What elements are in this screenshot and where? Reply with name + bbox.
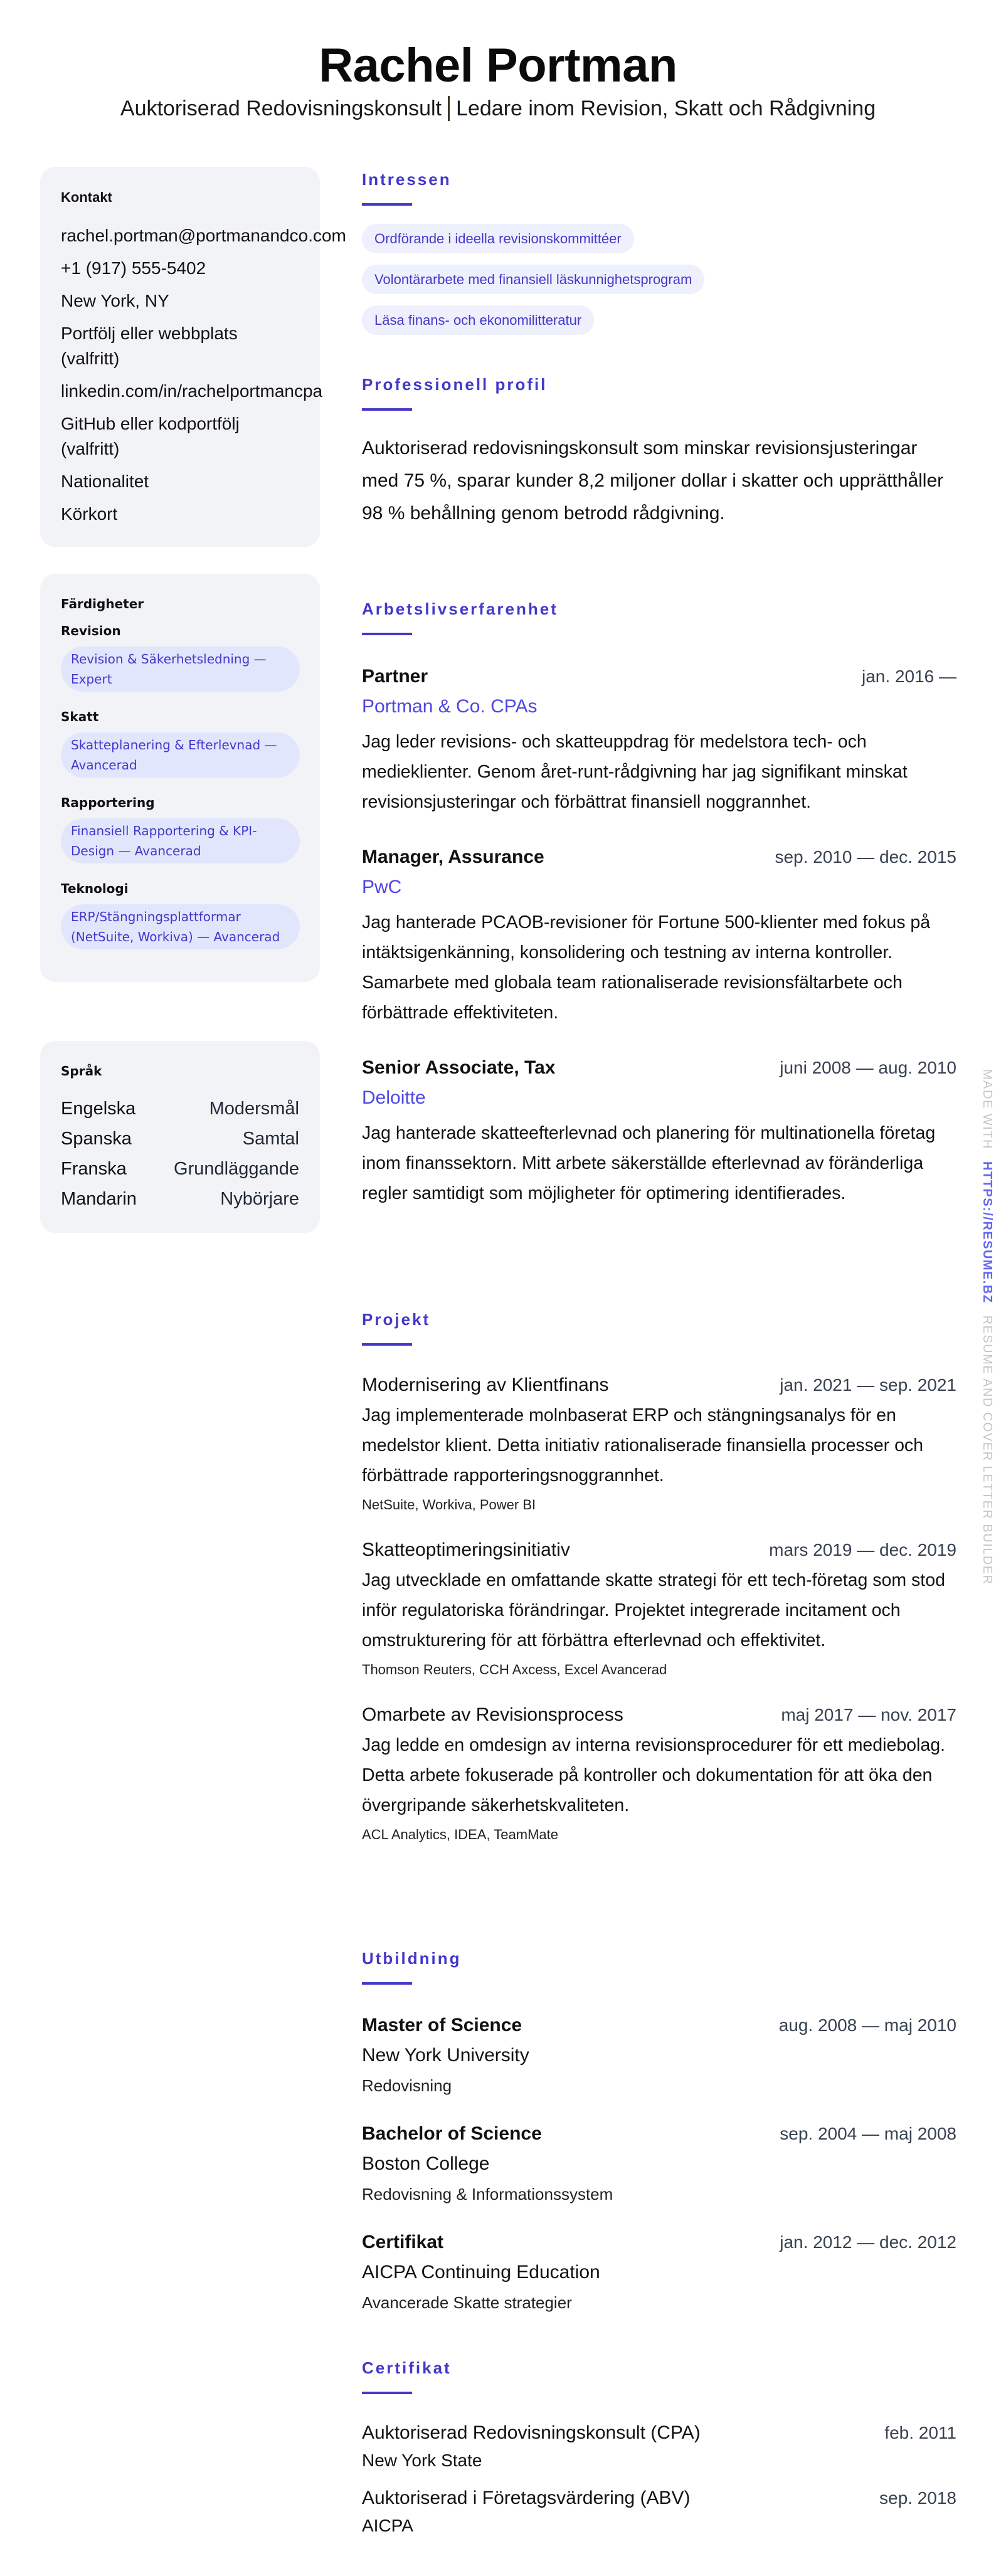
interest-tag: Läsa finans- och ekonomilitteratur	[362, 305, 594, 335]
education-date: sep. 2004 — maj 2008	[780, 2124, 956, 2143]
skill-pill: Revision & Säkerhetsledning — Expert	[61, 647, 300, 692]
job-title: Manager, Assurance	[362, 847, 544, 867]
section-underline	[362, 1982, 412, 1985]
interest-tag: Volontärarbete med finansiell läskunnighetsprogram	[362, 265, 704, 294]
skill-pill: Skatteplanering & Efterlevnad — Avancerad	[61, 732, 300, 778]
skill-category: Rapportering	[61, 795, 155, 810]
watermark-suffix: RESUME AND COVER LETTER BUILDER	[980, 1315, 994, 1585]
job-description: Jag leder revisions- och skatteuppdrag för medelstora tech- och medieklienter. Genom året-runt-rådgivning har jag signifikant minskat revisionsjusteringar och förbättrat finansiell noggrannhet.	[362, 732, 908, 812]
section-underline	[362, 408, 412, 411]
job-company: Deloitte	[362, 1087, 426, 1108]
education-degree: Master of Science	[362, 2015, 522, 2035]
certificate-date: feb. 2011	[884, 2423, 956, 2442]
language-name: Franska	[61, 1159, 127, 1179]
project-tech: NetSuite, Workiva, Power BI	[362, 1497, 536, 1512]
language-level: Samtal	[242, 1129, 299, 1149]
contact-email[interactable]: rachel.portman@portmanandco.com	[61, 226, 346, 245]
skill-category: Revision	[61, 623, 121, 638]
contact-location: New York, NY	[61, 291, 169, 310]
education-field: Redovisning & Informationssystem	[362, 2185, 613, 2204]
contact-heading: Kontakt	[61, 189, 112, 205]
project-description: Jag implementerade molnbaserat ERP och stängningsanalys för en medelstor klient. Detta initiativ rationaliserade finansiella processer och förbättrade rapporteringsnoggrannhet.	[362, 1405, 924, 1486]
languages-heading: Språk	[61, 1064, 102, 1079]
language-level: Modersmål	[209, 1099, 299, 1119]
headline-focus: Ledare inom Revision, Skatt och Rådgivning	[456, 97, 876, 120]
contact-github[interactable]: GitHub eller kodportfölj (valfritt)	[61, 414, 240, 458]
candidate-name: Rachel Portman	[319, 39, 677, 92]
education-date: jan. 2012 — dec. 2012	[780, 2232, 956, 2252]
job-description: Jag hanterade PCAOB-revisioner för Fortune 500-klienter med fokus på intäktsigenkänning, konsolidering och testning av interna kontroller. Samarbete med globala team rationaliserade revisionsfältarbete och förbättrade effektiviteten.	[362, 912, 931, 1023]
certificate-name: Auktoriserad Redovisningskonsult (CPA)	[362, 2422, 701, 2443]
language-row	[61, 1094, 299, 1124]
experience-section	[362, 599, 956, 1233]
education-entry	[362, 2010, 956, 2101]
projects-section	[362, 1309, 956, 1865]
contact-phone[interactable]: +1 (917) 555-5402	[61, 258, 206, 278]
skills-card	[40, 574, 320, 982]
certificate-entry	[362, 2484, 956, 2540]
profile-section	[362, 374, 956, 530]
project-date: maj 2017 — nov. 2017	[781, 1705, 956, 1724]
education-entry	[362, 2227, 956, 2318]
section-title: Utbildning	[362, 1949, 462, 1968]
headline-title: Auktoriserad Redovisningskonsult	[120, 97, 442, 120]
contact-portfolio[interactable]: Portfölj eller webbplats (valfritt)	[61, 324, 238, 368]
education-entry	[362, 2119, 956, 2209]
language-name: Spanska	[61, 1129, 132, 1149]
project-entry	[362, 1700, 956, 1845]
watermark-link[interactable]: HTTPS://RESUME.BZ	[980, 1161, 994, 1304]
project-entry	[362, 1370, 956, 1515]
education-institution: AICPA Continuing Education	[362, 2262, 600, 2283]
section-underline	[362, 203, 412, 206]
skill-pill: Finansiell Rapportering & KPI-Design — Avancerad	[61, 818, 300, 863]
language-row	[61, 1124, 299, 1154]
watermark-prefix: MADE WITH	[980, 1069, 994, 1149]
job-entry	[362, 662, 956, 817]
certificates-section	[362, 2358, 956, 2550]
project-description: Jag ledde en omdesign av interna revisionsprocedurer för ett mediebolag. Detta arbete fokuserade på kontroller och dokumentation för att öka den övergripande säkerhetskvaliteten.	[362, 1735, 945, 1815]
certificate-entry	[362, 2419, 956, 2474]
job-entry	[362, 842, 956, 1028]
section-title: Professionell profil	[362, 375, 548, 394]
project-date: mars 2019 — dec. 2019	[769, 1540, 956, 1560]
skill-category: Skatt	[61, 709, 99, 724]
interest-tag: Ordförande i ideella revisionskommittéer	[362, 224, 634, 253]
profile-summary: Auktoriserad redovisningskonsult som minskar revisionsjusteringar med 75 %, sparar kunder 8,2 miljoner dollar i skatter och upprätthåller 98 % behållning genom betrodd rådgivning.	[362, 438, 944, 524]
job-title: Senior Associate, Tax	[362, 1057, 556, 1078]
project-title: Skatteoptimeringsinitiativ	[362, 1539, 570, 1560]
made-with-watermark	[980, 1069, 994, 1585]
language-row	[61, 1184, 299, 1214]
skills-heading: Färdigheter	[61, 596, 144, 611]
education-institution: Boston College	[362, 2153, 490, 2174]
section-underline	[362, 633, 412, 635]
project-tech: Thomson Reuters, CCH Axcess, Excel Avancerad	[362, 1662, 667, 1677]
certificate-date: sep. 2018	[879, 2488, 956, 2508]
language-name: Mandarin	[61, 1189, 137, 1209]
interests-section	[362, 169, 956, 346]
section-underline	[362, 1343, 412, 1346]
education-institution: New York University	[362, 2045, 529, 2066]
skill-group	[61, 880, 300, 949]
skill-pill: ERP/Stängningsplattformar (NetSuite, Workiva) — Avancerad	[61, 904, 300, 949]
language-name: Engelska	[61, 1099, 136, 1119]
job-date: juni 2008 — aug. 2010	[780, 1058, 956, 1077]
certificate-issuer: New York State	[362, 2451, 482, 2470]
contact-card	[40, 167, 346, 547]
skill-group	[61, 794, 300, 863]
contact-nationality: Nationalitet	[61, 472, 149, 491]
job-date: sep. 2010 — dec. 2015	[775, 847, 956, 867]
education-degree: Certifikat	[362, 2232, 444, 2252]
language-level: Nybörjare	[220, 1189, 299, 1209]
section-title: Intressen	[362, 170, 452, 189]
job-description: Jag hanterade skatteefterlevnad och planering för multinationella företag inom finanssektorn. Mitt arbete säkerställde efterlevnad av föränderliga regler samtidigt som möjligheter för optimering identifierades.	[362, 1123, 936, 1203]
headline	[0, 95, 996, 122]
project-entry	[362, 1535, 956, 1680]
section-title: Projekt	[362, 1310, 431, 1329]
contact-linkedin[interactable]: linkedin.com/in/rachelportmancpa	[61, 381, 323, 401]
project-title: Modernisering av Klientfinans	[362, 1375, 609, 1395]
job-date: jan. 2016 —	[862, 667, 956, 686]
section-title: Arbetslivserfarenhet	[362, 599, 558, 618]
skill-category: Teknologi	[61, 881, 129, 896]
job-company: Portman & Co. CPAs	[362, 696, 538, 717]
job-title: Partner	[362, 666, 428, 687]
job-entry	[362, 1053, 956, 1208]
project-description: Jag utvecklade en omfattande skatte strategi för ett tech-företag som stod inför regulatoriska förändringar. Projektet integrerade incitament och omstrukturering för att förbättra efterlevnad och effektivitet.	[362, 1570, 945, 1650]
contact-license: Körkort	[61, 504, 118, 524]
section-title: Certifikat	[362, 2358, 452, 2377]
skill-group	[61, 622, 300, 692]
headline-divider	[448, 96, 450, 121]
education-date: aug. 2008 — maj 2010	[778, 2015, 956, 2035]
section-underline	[362, 2392, 412, 2394]
education-degree: Bachelor of Science	[362, 2123, 542, 2144]
project-title: Omarbete av Revisionsprocess	[362, 1704, 623, 1725]
education-field: Avancerade Skatte strategier	[362, 2293, 572, 2312]
education-section	[362, 1948, 956, 2336]
certificate-name: Auktoriserad i Företagsvärdering (ABV)	[362, 2488, 691, 2508]
job-company: PwC	[362, 877, 402, 897]
certificate-issuer: AICPA	[362, 2516, 413, 2535]
skill-group	[61, 708, 300, 778]
language-row	[61, 1154, 299, 1184]
project-date: jan. 2021 — sep. 2021	[780, 1375, 956, 1395]
language-level: Grundläggande	[174, 1159, 299, 1179]
project-tech: ACL Analytics, IDEA, TeamMate	[362, 1827, 559, 1842]
languages-card	[40, 1041, 320, 1233]
education-field: Redovisning	[362, 2076, 452, 2095]
